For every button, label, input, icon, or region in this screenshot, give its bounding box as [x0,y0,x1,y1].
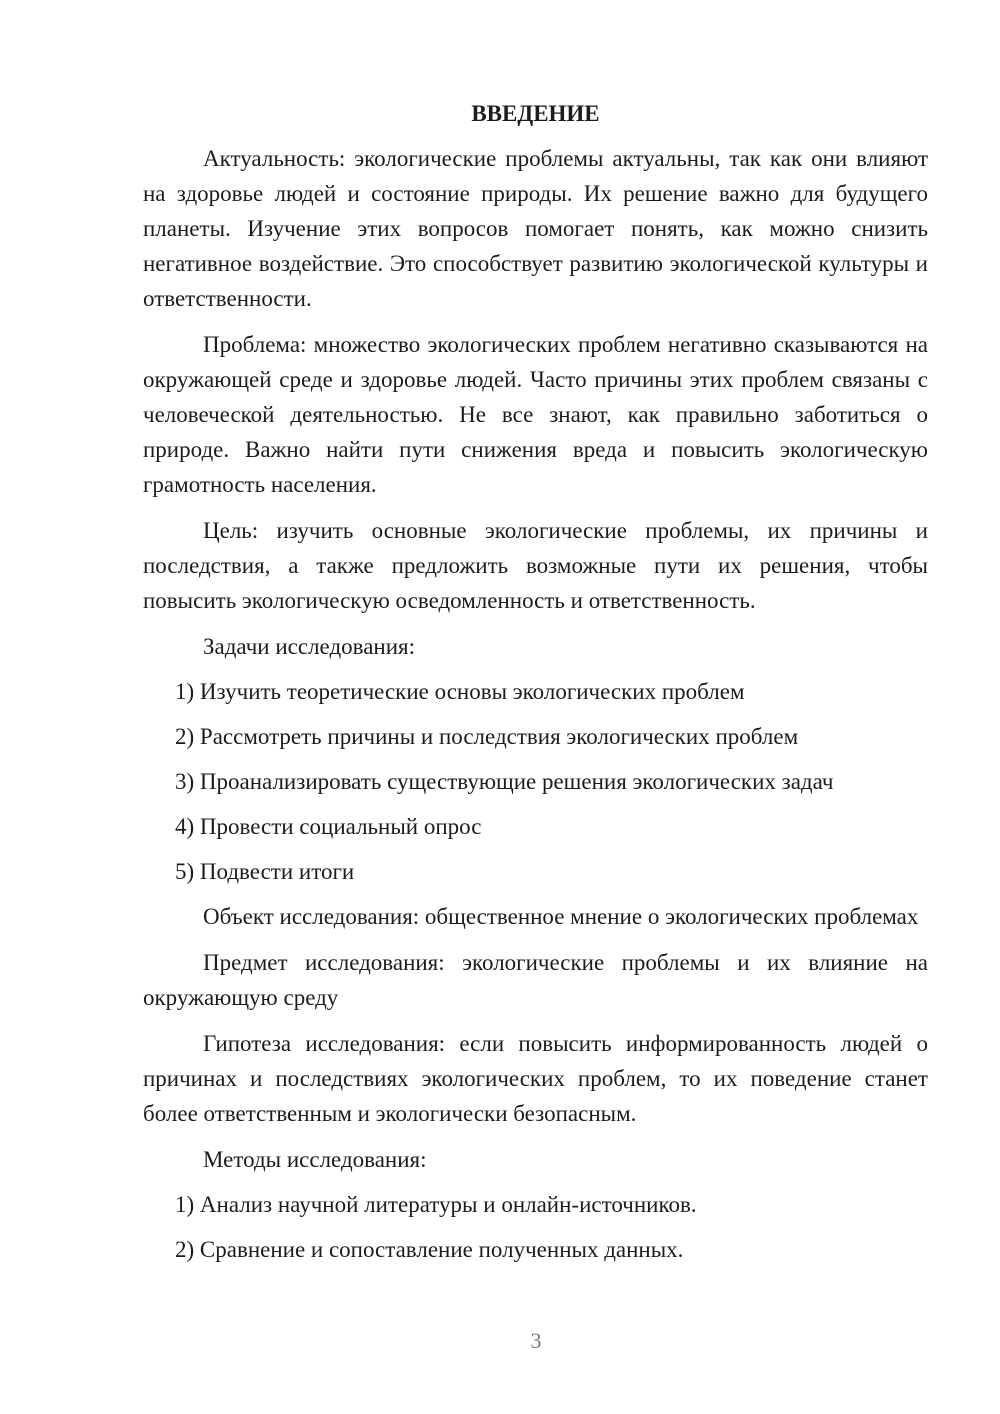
task-item-5: 5) Подвести итоги [175,859,355,884]
page-content [143,96,928,1277]
tasks-list [143,674,928,889]
task-item-1: 1) Изучить теоретические основы экологических проблем [175,679,745,704]
method-item-1: 1) Анализ научной литературы и онлайн-источников. [175,1192,697,1217]
problem-paragraph: Проблема: множество экологических проблем негативно сказываются на окружающей среде и здоровье людей. Часто причины этих проблем связаны с человеческой деятельностью. Не все знают, как правильно заботиться о природе. Важно найти пути снижения вреда и повысить экологическую грамотность населения. [143,332,928,497]
object-paragraph: Объект исследования: общественное мнение о экологических проблемах [203,904,919,929]
task-item-3: 3) Проанализировать существующие решения экологических задач [175,769,834,794]
page-number: 3 [530,1328,542,1353]
hypothesis-paragraph: Гипотеза исследования: если повысить информированность людей о причинах и последствиях экологических проблем, то их поведение станет более ответственным и экологически безопасным. [143,1031,928,1126]
task-item-2: 2) Рассмотреть причины и последствия экологических проблем [175,724,799,749]
methods-list [143,1187,928,1267]
relevance-paragraph: Актуальность: экологические проблемы актуальны, так как они влияют на здоровье людей и состояние природы. Их решение важно для будущего планеты. Изучение этих вопросов помогает понять, как можно снизить негативное воздействие. Это способствует развитию экологической культуры и ответственности. [143,146,928,311]
method-item-2: 2) Сравнение и сопоставление полученных данных. [175,1237,684,1262]
subject-paragraph: Предмет исследования: экологические проблемы и их влияние на окружающую среду [143,950,928,1010]
tasks-heading: Задачи исследования: [203,634,416,659]
methods-heading: Методы исследования: [203,1147,427,1172]
page-title: ВВЕДЕНИЕ [471,101,600,126]
goal-paragraph: Цель: изучить основные экологические проблемы, их причины и последствия, а также предложить возможные пути их решения, чтобы повысить экологическую осведомленность и ответственность. [143,518,928,613]
task-item-4: 4) Провести социальный опрос [175,814,482,839]
